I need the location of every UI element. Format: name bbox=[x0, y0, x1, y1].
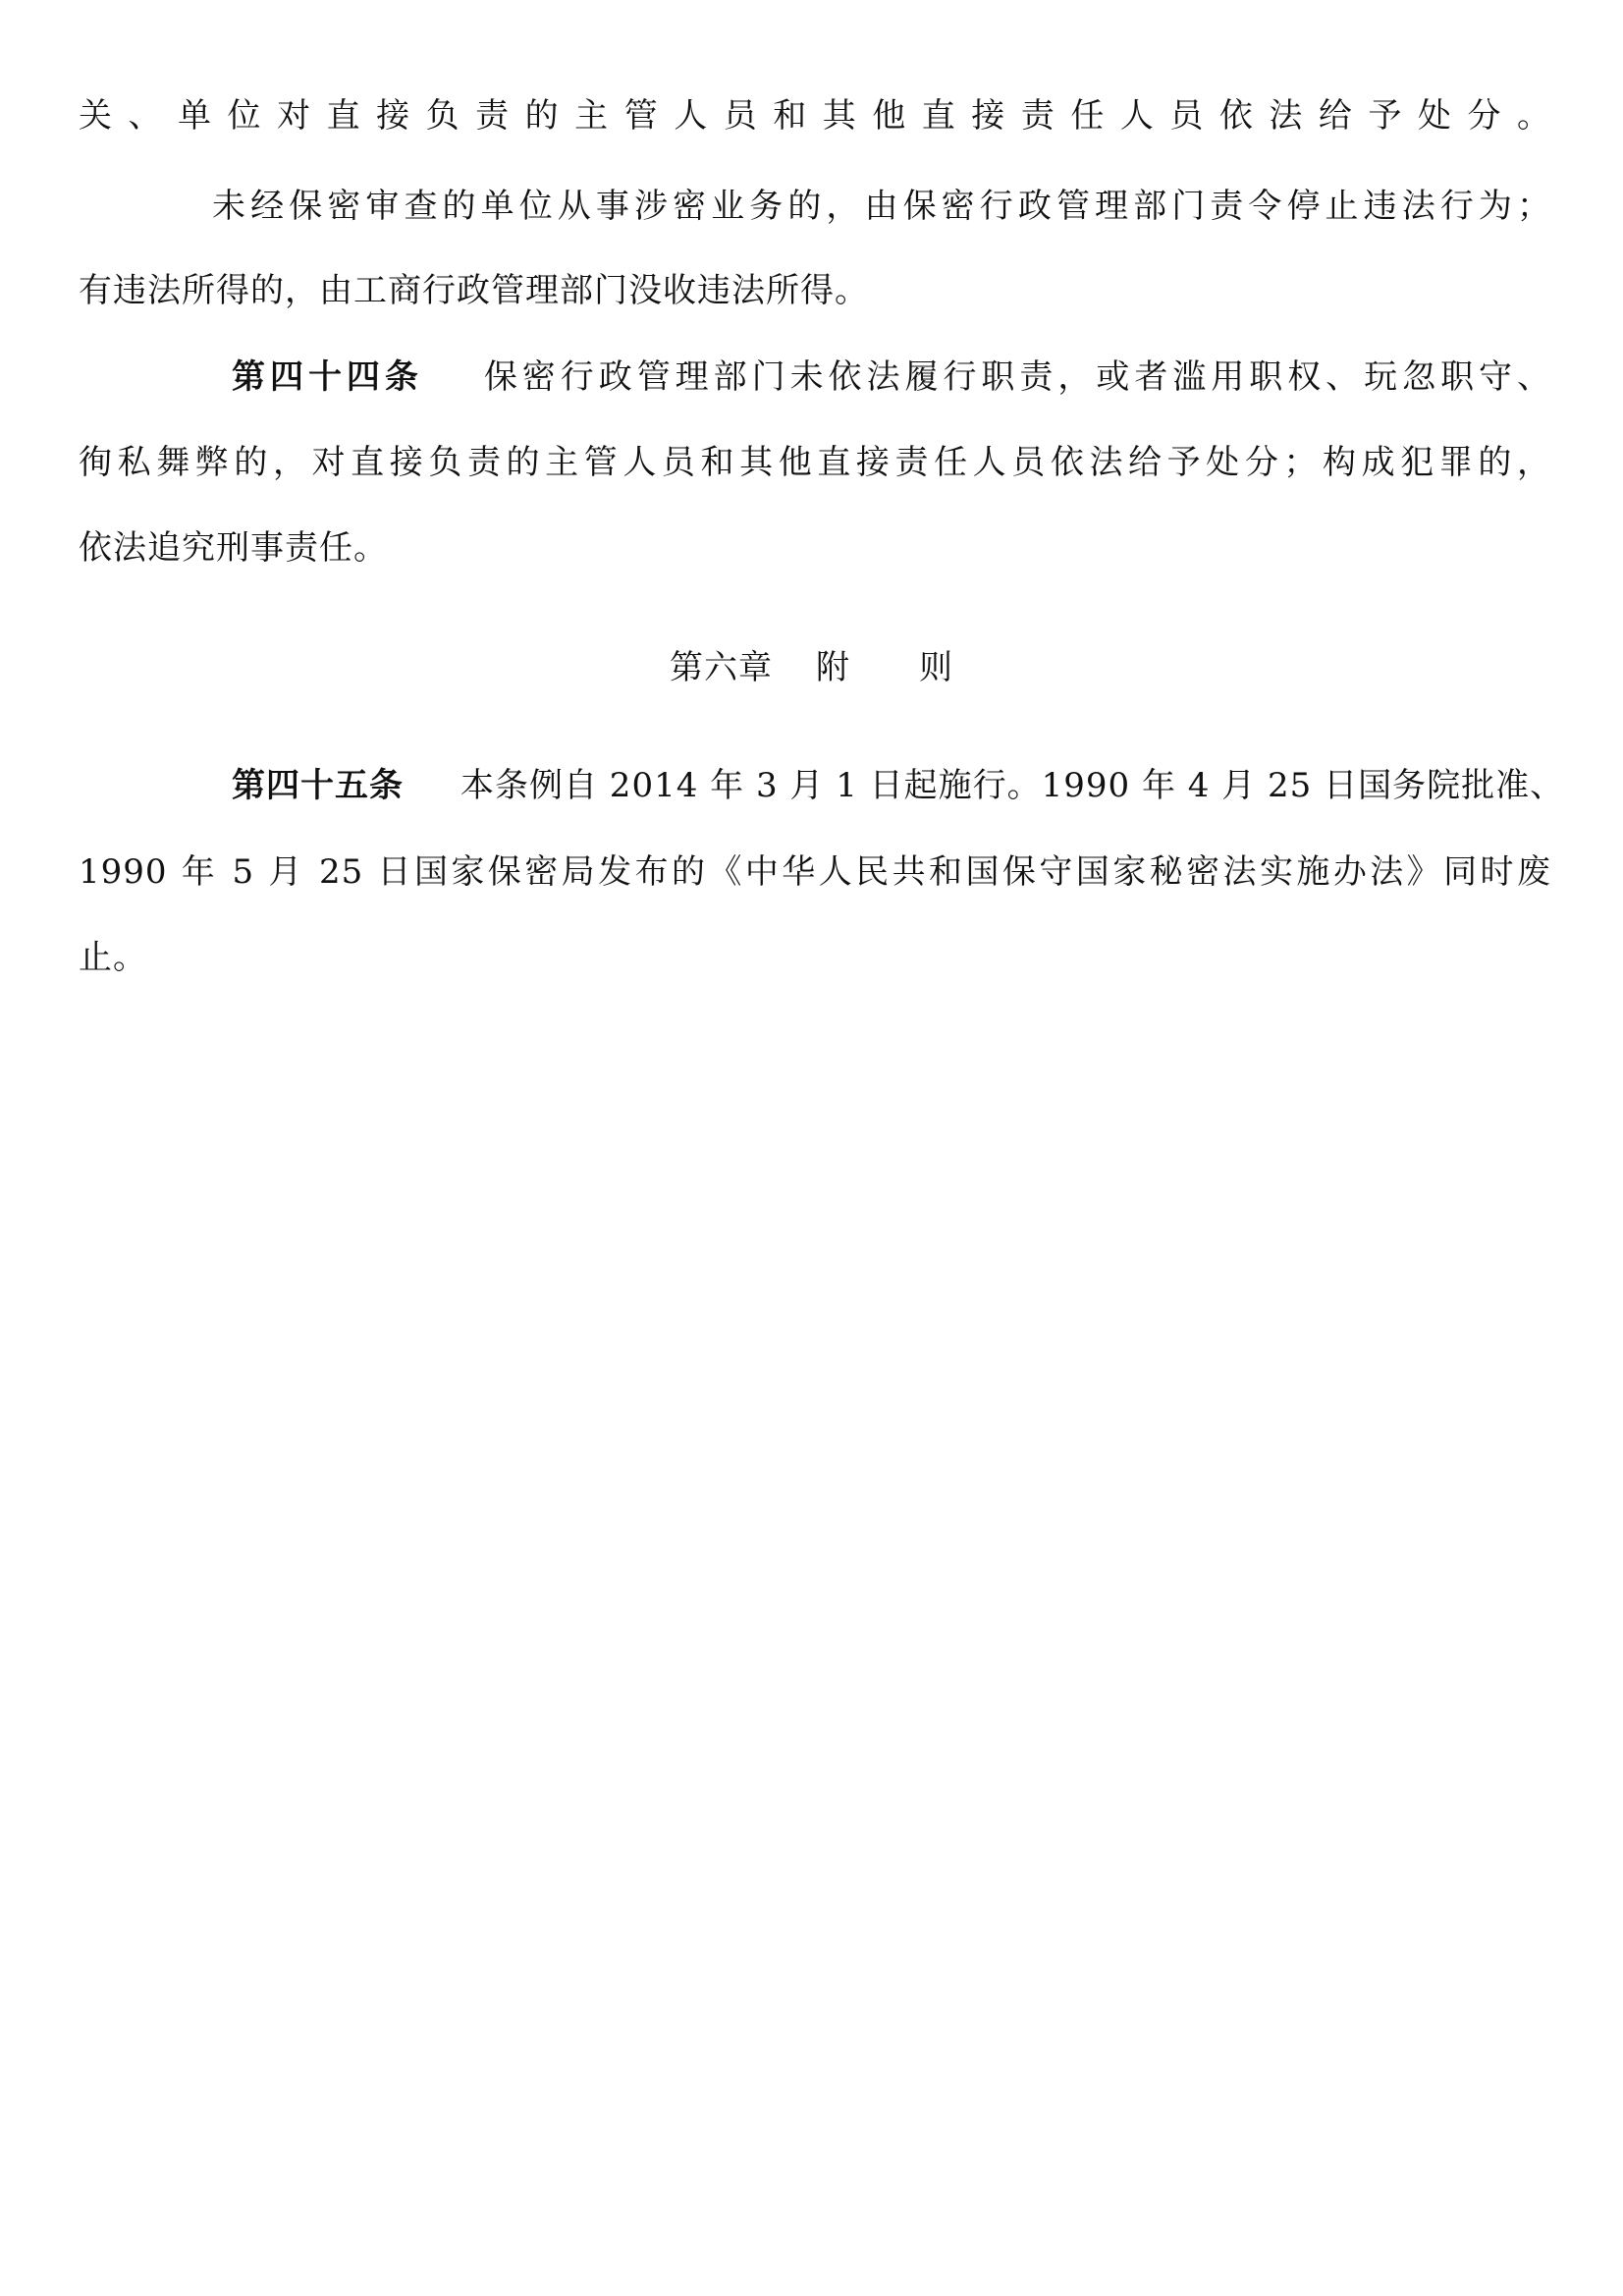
article-44-number: 第四十四条 bbox=[232, 357, 423, 397]
article-45-line2: 1990 年 5 月 25 日国家保密局发布的《中华人民共和国保守国家秘密法实施办法》同时废 bbox=[79, 852, 1551, 892]
article-44-line2: 徇私舞弊的，对直接负责的主管人员和其他直接责任人员依法给予处分；构成犯罪的， bbox=[79, 443, 1551, 482]
article-45-number: 第四十五条 bbox=[232, 766, 404, 805]
article-44-line3: 依法追究刑事责任。 bbox=[79, 528, 388, 568]
article-44-line1 bbox=[232, 357, 1551, 397]
paragraph-unvetted-units-line1: 未经保密审查的单位从事涉密业务的，由保密行政管理部门责令停止违法行为； bbox=[212, 187, 1551, 226]
article-45-line3: 止。 bbox=[79, 938, 147, 977]
chapter-title-part1: 附 bbox=[816, 648, 850, 687]
paragraph-unvetted-units-line2: 有违法所得的，由工商行政管理部门没收违法所得。 bbox=[79, 271, 869, 310]
article-44-text: 保密行政管理部门未依法履行职责，或者滥用职权、玩忽职守、 bbox=[479, 357, 1552, 397]
article-45-line1 bbox=[232, 766, 1565, 805]
chapter-label: 第六章 bbox=[670, 648, 773, 687]
article-45-text: 本条例自 2014 年 3 月 1 日起施行。1990 年 4 月 25 日国务院批准、 bbox=[460, 766, 1565, 805]
paragraph-continuation-line: 关、单位对直接负责的主管人员和其他直接责任人员依法给予处分。 bbox=[79, 96, 1551, 136]
chapter-title-part2: 则 bbox=[919, 648, 953, 687]
chapter-heading bbox=[0, 648, 1623, 687]
